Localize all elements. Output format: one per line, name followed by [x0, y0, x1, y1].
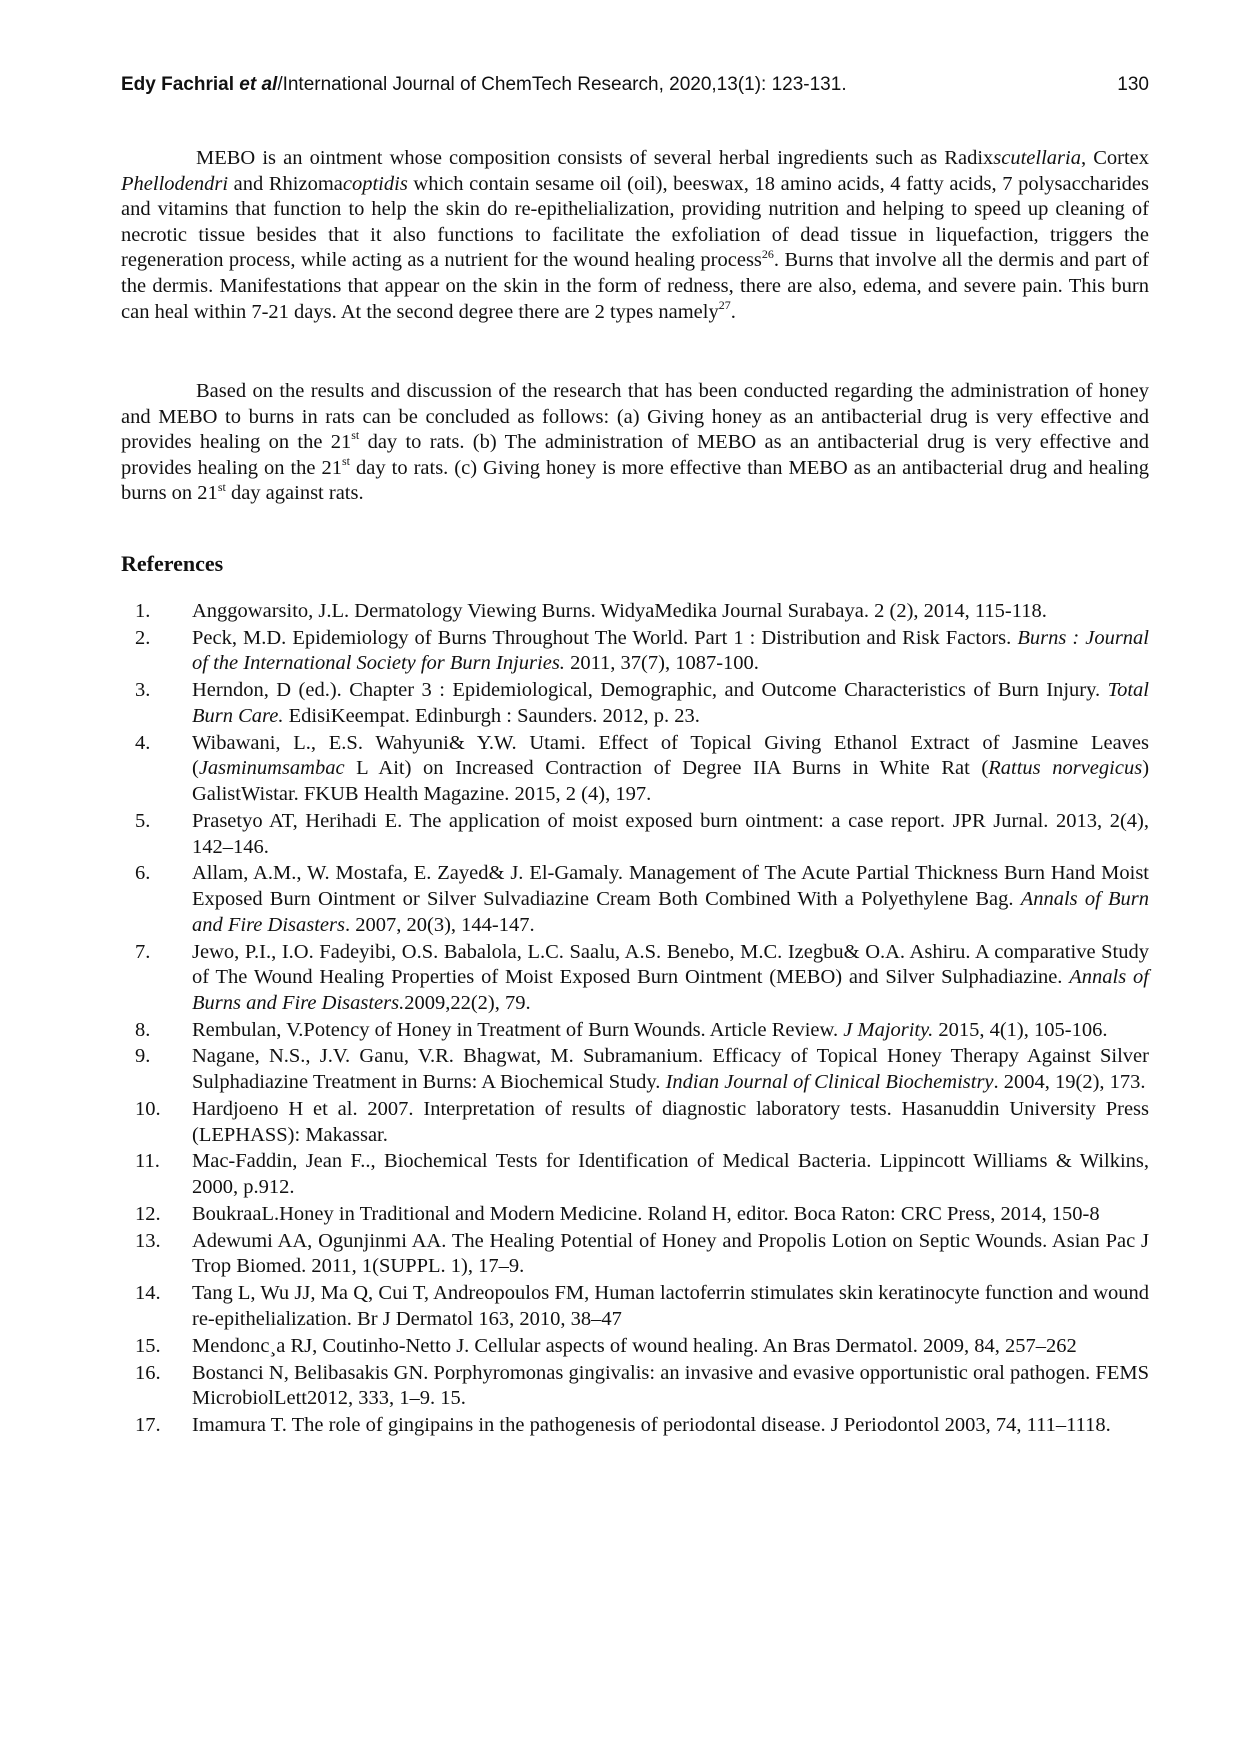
italic-span: Phellodendri — [121, 172, 229, 195]
header-journal: /International Journal of ChemTech Research, 2020,13(1): 123-131. — [277, 74, 847, 95]
text-span: Based on the results and discussion of the research that has been conducted regarding the administration of honey and MEBO to burns in rats can be concluded as follows: (a) Giving honey as an antibacterial drug is very effective and provides healing on the 21 — [121, 380, 1149, 454]
reference-number: 1. — [135, 600, 151, 622]
reference-text-span: Mendonc¸a RJ, Coutinho-Netto J. Cellular aspects of wound healing. An Bras Dermatol. 2009, 84, 257–262 — [192, 1334, 1077, 1357]
reference-item — [121, 1018, 1149, 1044]
reference-text-span: Imamura T. The role of gingipains in the pathogenesis of periodontal disease. J Periodontol 2003, 74, 111–1118. — [192, 1414, 1111, 1437]
text-span: MEBO is an ointment whose composition consists of several herbal ingredients such as Radix — [196, 147, 994, 169]
reference-source-italic: Jasminumsambac — [198, 757, 345, 780]
paragraph-1-text — [121, 146, 1149, 325]
reference-text — [192, 599, 1149, 625]
reference-text-span: Peck, M.D. Epidemiology of Burns Throughout The World. Part 1 : Distribution and Risk Factors. — [192, 626, 1018, 649]
reference-text — [192, 861, 1149, 938]
reference-text-span: ) GalistWistar. FKUB Health Magazine. 2015, 2 (4), 197. — [192, 757, 1150, 806]
reference-source-italic: Burns : Journal of the International Society for Burn Injuries. — [192, 626, 1150, 675]
reference-number: 16. — [135, 1361, 161, 1384]
reference-text — [192, 731, 1149, 808]
reference-source-italic: Total Burn Care. — [192, 679, 1149, 727]
italic-span: scutellaria — [993, 147, 1081, 169]
reference-number: 11. — [135, 1150, 160, 1173]
reference-source-italic: J Majority. — [843, 1018, 934, 1041]
reference-text-span: . 2007, 20(3), 144-147. — [345, 913, 535, 936]
reference-text-span: 2011, 37(7), 1087-100. — [564, 652, 759, 675]
reference-text — [192, 1044, 1149, 1095]
reference-item — [121, 1202, 1149, 1228]
reference-text-span: Prasetyo AT, Herihadi E. The application of moist exposed burn ointment: a case report. JPR Jurnal. 2013, 2(4), 142–146. — [192, 809, 1149, 858]
reference-text — [192, 1018, 1149, 1044]
reference-text — [192, 1149, 1149, 1200]
text-span: and Rhizoma — [228, 172, 343, 195]
citation-superscript: 26 — [761, 246, 774, 261]
reference-number: 2. — [135, 626, 151, 649]
references-heading: References — [121, 551, 224, 576]
reference-source-italic: Rattus norvegicus — [988, 757, 1143, 780]
reference-text-span: Hardjoeno H et al. 2007. Interpretation of results of diagnostic laboratory tests. Hasanuddin University Press (LEPHASS): Makassar. — [192, 1097, 1149, 1146]
reference-text-span: Bostanci N, Belibasakis GN. Porphyromonas gingivalis: an invasive and evasive opportunistic oral pathogen. FEMS MicrobiolLett2012, 333, 1–9. 15. — [192, 1361, 1149, 1410]
reference-text-span: Mac-Faddin, Jean F.., Biochemical Tests for Identification of Medical Bacteria. Lippincott Williams & Wilkins, 2000, p.912. — [192, 1150, 1149, 1199]
reference-text-span: Rembulan, V.Potency of Honey in Treatment of Burn Wounds. Article Review. — [192, 1018, 844, 1041]
running-header — [121, 74, 1149, 98]
reference-text — [192, 809, 1149, 860]
reference-item — [121, 1413, 1149, 1439]
ordinal-superscript: st — [351, 428, 360, 443]
reference-text — [192, 1097, 1149, 1148]
reference-text — [192, 626, 1149, 677]
header-etal: et al — [239, 74, 278, 95]
page-number: 130 — [1117, 74, 1149, 95]
reference-number: 6. — [135, 862, 151, 885]
text-span: , Cortex — [1080, 147, 1149, 169]
reference-text-span: BoukraaL.Honey in Traditional and Modern Medicine. Roland H, editor. Boca Raton: CRC Press, 2014, 150-8 — [192, 1202, 1100, 1225]
reference-source-italic: Annals of Burn and Fire Disasters — [192, 888, 1149, 936]
reference-number: 7. — [135, 940, 151, 963]
paragraph-2-text — [121, 379, 1149, 507]
reference-item — [121, 1361, 1149, 1412]
reference-number: 13. — [135, 1229, 161, 1252]
reference-text — [192, 1334, 1149, 1360]
reference-item — [121, 861, 1149, 938]
reference-text — [192, 1361, 1149, 1412]
ordinal-superscript: st — [342, 453, 351, 468]
reference-number: 3. — [135, 679, 151, 702]
reference-text-span: 2015, 4(1), 105-106. — [933, 1018, 1108, 1041]
reference-number: 10. — [135, 1097, 161, 1120]
reference-text-span: Jewo, P.I., I.O. Fadeyibi, O.S. Babalola, L.C. Saalu, A.S. Benebo, M.C. Izegbu& O.A. Ashiru. A comparative Study of The Wound Healing Properties of Moist Exposed Burn Ointment (MEBO) and Silver Sulphadiazine. — [192, 940, 1149, 989]
reference-item — [121, 1044, 1149, 1095]
reference-item — [121, 1281, 1149, 1332]
reference-number: 12. — [135, 1202, 161, 1225]
ordinal-superscript: st — [217, 479, 226, 494]
reference-item — [121, 599, 1149, 625]
reference-text — [192, 940, 1149, 1017]
reference-text — [192, 1229, 1149, 1280]
reference-number: 9. — [135, 1045, 151, 1068]
text-span: . Burns that involve all the dermis and part of the dermis. Manifestations that appear on the skin in the form of redness, there are also, edema, and severe pain. This burn can heal within 7-21 days. At the second degree there are 2 types namely — [121, 249, 1149, 323]
reference-number: 8. — [135, 1018, 151, 1041]
reference-item — [121, 626, 1149, 677]
reference-text-span: Nagane, N.S., J.V. Ganu, V.R. Bhagwat, M. Subramanium. Efficacy of Topical Honey Therapy Against Silver Sulphadiazine Treatment in Burns: A Biochemical Study. — [192, 1045, 1149, 1094]
reference-text-span: L Ait) on Increased Contraction of Degree IIA Burns in White Rat ( — [344, 757, 989, 780]
reference-source-italic: Indian Journal of Clinical Biochemistry — [665, 1071, 994, 1094]
reference-text-span: Adewumi AA, Ogunjinmi AA. The Healing Potential of Honey and Propolis Lotion on Septic Wounds. Asian Pac J Trop Biomed. 2011, 1(SUPPL. 1), 17–9. — [192, 1229, 1149, 1278]
citation-superscript: 27 — [718, 297, 731, 312]
reference-text-span: Herndon, D (ed.). Chapter 3 : Epidemiological, Demographic, and Outcome Characteristics of Burn Injury. — [192, 679, 1108, 702]
reference-source-italic: Annals of Burns and Fire Disasters. — [192, 966, 1149, 1014]
reference-text — [192, 1281, 1149, 1332]
reference-text — [192, 678, 1149, 729]
reference-item — [121, 1149, 1149, 1200]
reference-item — [121, 678, 1149, 729]
reference-item — [121, 731, 1149, 808]
reference-text — [192, 1413, 1149, 1439]
reference-item — [121, 1097, 1149, 1148]
reference-text-span: 2009,22(2), 79. — [404, 991, 531, 1014]
reference-item — [121, 940, 1149, 1017]
reference-text-span: Wibawani, L., E.S. Wahyuni& Y.W. Utami. Effect of Topical Giving Ethanol Extract of Jasmine Leaves ( — [192, 731, 1149, 780]
references-list — [121, 599, 1149, 1440]
paragraph-1 — [121, 146, 1149, 325]
text-span: . — [730, 300, 736, 323]
text-span: day against rats. — [225, 482, 364, 505]
reference-text — [192, 1202, 1149, 1228]
text-span: which contain sesame oil (oil), beeswax, 18 amino acids, 4 fatty acids, 7 polysaccharides and vitamins that function to help the skin do re-epithelialization, providing nutrition and helping to speed up cleaning of necrotic tissue besides that it also functions to facilitate the exfoliation of dead tissue in liquefaction, triggers the regeneration process, while acting as a nutrient for the wound healing process — [121, 172, 1149, 272]
reference-number: 5. — [135, 809, 151, 832]
reference-number: 15. — [135, 1334, 161, 1357]
paragraph-2 — [121, 379, 1149, 507]
reference-text-span: Allam, A.M., W. Mostafa, E. Zayed& J. El-Gamaly. Management of The Acute Partial Thickness Burn Hand Moist Exposed Burn Ointment or Silver Sulvadiazine Cream Both Combined With a Polyethylene Bag. — [192, 862, 1149, 911]
reference-text-span: Anggowarsito, J.L. Dermatology Viewing Burns. WidyaMedika Journal Surabaya. 2 (2), 2014, 115-118. — [192, 600, 1047, 622]
reference-number: 14. — [135, 1282, 161, 1305]
reference-item — [121, 1229, 1149, 1280]
reference-text-span: . 2004, 19(2), 173. — [993, 1071, 1146, 1094]
header-author: Edy Fachrial — [121, 74, 234, 95]
italic-span: coptidis — [342, 172, 408, 195]
text-span: day to rats. (b) The administration of MEBO as an antibacterial drug is very effective and provides healing on the 21 — [121, 431, 1149, 479]
reference-item — [121, 1334, 1149, 1360]
reference-text-span: EdisiKeempat. Edinburgh : Saunders. 2012, p. 23. — [283, 704, 700, 727]
reference-number: 4. — [135, 731, 151, 754]
reference-item — [121, 809, 1149, 860]
reference-text-span: Tang L, Wu JJ, Ma Q, Cui T, Andreopoulos FM, Human lactoferrin stimulates skin keratinocyte function and wound re-epithelialization. Br J Dermatol 163, 2010, 38–47 — [192, 1282, 1149, 1330]
header-citation — [121, 74, 847, 96]
reference-number: 17. — [135, 1414, 161, 1437]
text-span: day to rats. (c) Giving honey is more effective than MEBO as an antibacterial drug and healing burns on 21 — [121, 456, 1149, 505]
